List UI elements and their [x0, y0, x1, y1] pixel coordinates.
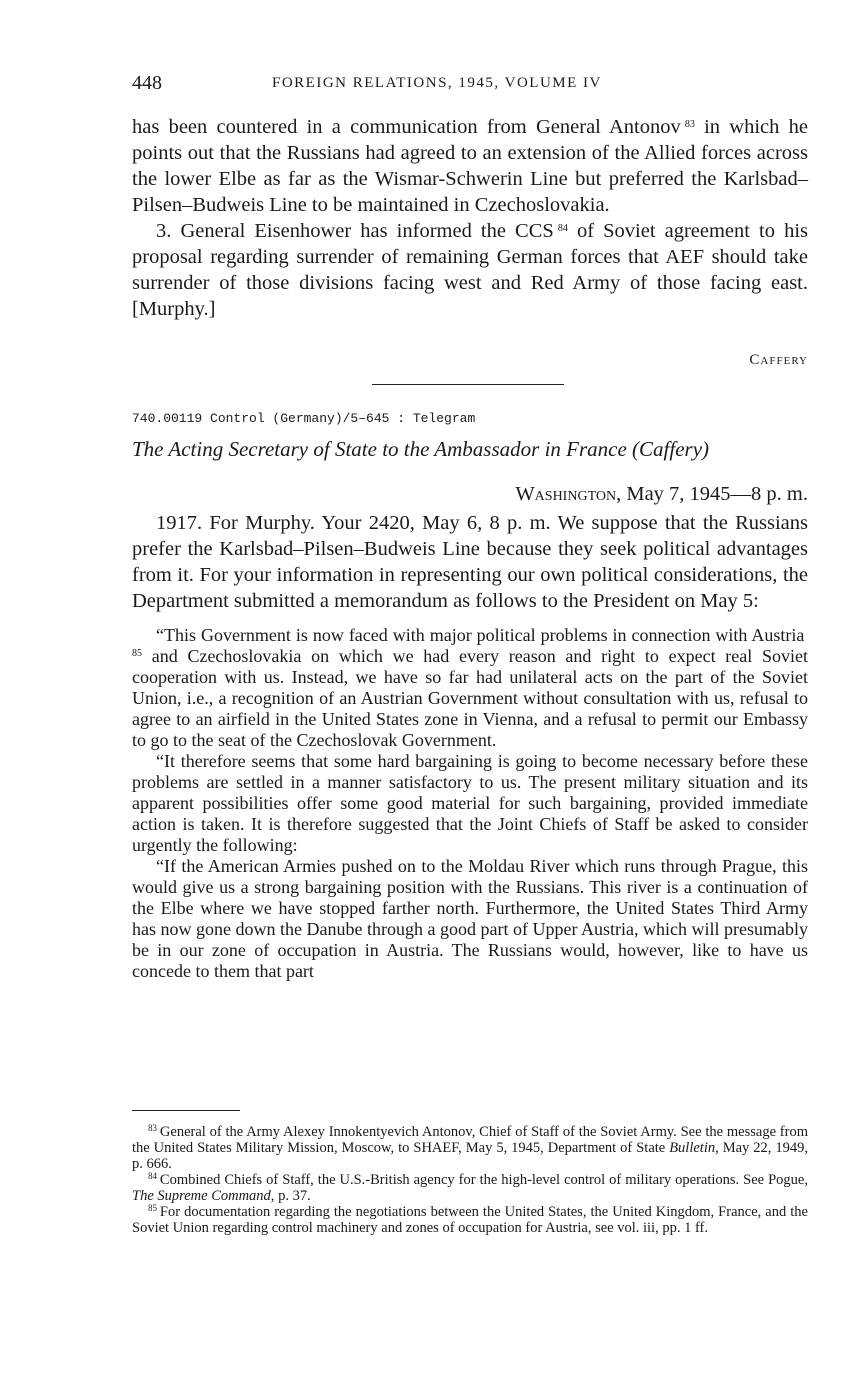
- intro-paragraph: 1917. For Murphy. Your 2420, May 6, 8 p. m. We suppose that the Russians prefer the Karlsbad–Pilsen–Budweis Line because they seek political advantages from it. For your information in representing our own political considerations, the Department submitted a memorandum as follows to the President on May 5:: [132, 512, 808, 612]
- quote-paragraph: “It therefore seems that some hard bargaining is going to become necessary before these problems are settled in a manner satisfactory to us. The present military situation and its apparent possibilities offer some good material for such bargaining, provided immediate action is taken. It is therefore suggested that the Joint Chiefs of Staff be asked to consider urgently the following:: [132, 751, 808, 855]
- running-title: FOREIGN RELATIONS, 1945, VOLUME IV: [272, 75, 602, 91]
- running-head: [132, 72, 808, 98]
- document-body: [132, 510, 808, 982]
- signature: Caffery: [749, 352, 808, 368]
- page-number: 448: [132, 72, 162, 94]
- quote-paragraph: “This Government is now faced with major political problems in connection with Austria $^{85}$ and Czechoslovakia on which we had every reason and right to expect real Soviet cooperation with us. Instead, we have so far had unilateral acts on the part of the Soviet Union, i.e., a recognition of an Austrian Government without consultation with us, refusal to agree to an airfield in the United States zone in Vienna, and a refusal to permit our Embassy to go to the seat of the Czechoslovak Government.: [132, 625, 808, 750]
- footnote-rule: [132, 1110, 240, 1111]
- dateline: [132, 483, 808, 506]
- file-id: 740.00119 Control (Germany)/5–645 : Telegram: [132, 411, 476, 426]
- footnotes: [132, 1124, 808, 1236]
- paragraph: has been countered in a communication from General Antonov $^{83}$ in which he points out that the Russians had agreed to an extension of the Allied forces across the lower Elbe as far as the Wismar-Schwerin Line but preferred the Karlsbad–Pilsen–Budweis Line to be maintained in Czechoslovakia.: [132, 116, 808, 216]
- dateline-place: Washington,: [515, 483, 622, 505]
- footnote: $^{84}$ Combined Chiefs of Staff, the U.S.-British agency for the high-level control of military operations. See Pogue, The Supreme Command, p. 37.: [132, 1171, 808, 1204]
- section-divider: [372, 384, 564, 385]
- paragraph: 3. General Eisenhower has informed the CCS $^{84}$ of Soviet agreement to his proposal regarding surrender of remaining German forces that AEF should take surrender of those divisions facing west and Red Army of those facing east. [Murphy.]: [132, 220, 808, 320]
- footnote-ref: 84: [557, 223, 568, 234]
- footnote: $^{85}$ For documentation regarding the negotiations between the United States, the United Kingdom, France, and the Soviet Union regarding control machinery and zones of occupation for Austria, see vol. iii, pp. 1 ff.: [132, 1203, 808, 1236]
- footnote: $^{83}$ General of the Army Alexey Innokentyevich Antonov, Chief of Staff of the Soviet Army. See the message from the United States Military Mission, Moscow, to SHAEF, May 5, 1945, Department of State Bulletin, May 22, 1949, p. 666.: [132, 1123, 808, 1172]
- footnote-ref: 83: [684, 119, 695, 130]
- document-title: The Acting Secretary of State to the Ambassador in France (Caffery): [132, 437, 710, 461]
- dateline-time: May 7, 1945—8 p. m.: [621, 483, 808, 505]
- footnote-ref: 85: [132, 648, 142, 659]
- previous-document-text: [132, 114, 808, 322]
- quote-paragraph: “If the American Armies pushed on to the Moldau River which runs through Prague, this would give us a strong bargaining position with the Russians. This river is a continuation of the Elbe where we have stopped farther north. Furthermore, the United States Third Army has now gone down the Danube through a good part of Upper Austria, which will presumably be in our zone of occupation in Austria. The Russians would, however, like to have us concede to them that part: [132, 856, 808, 981]
